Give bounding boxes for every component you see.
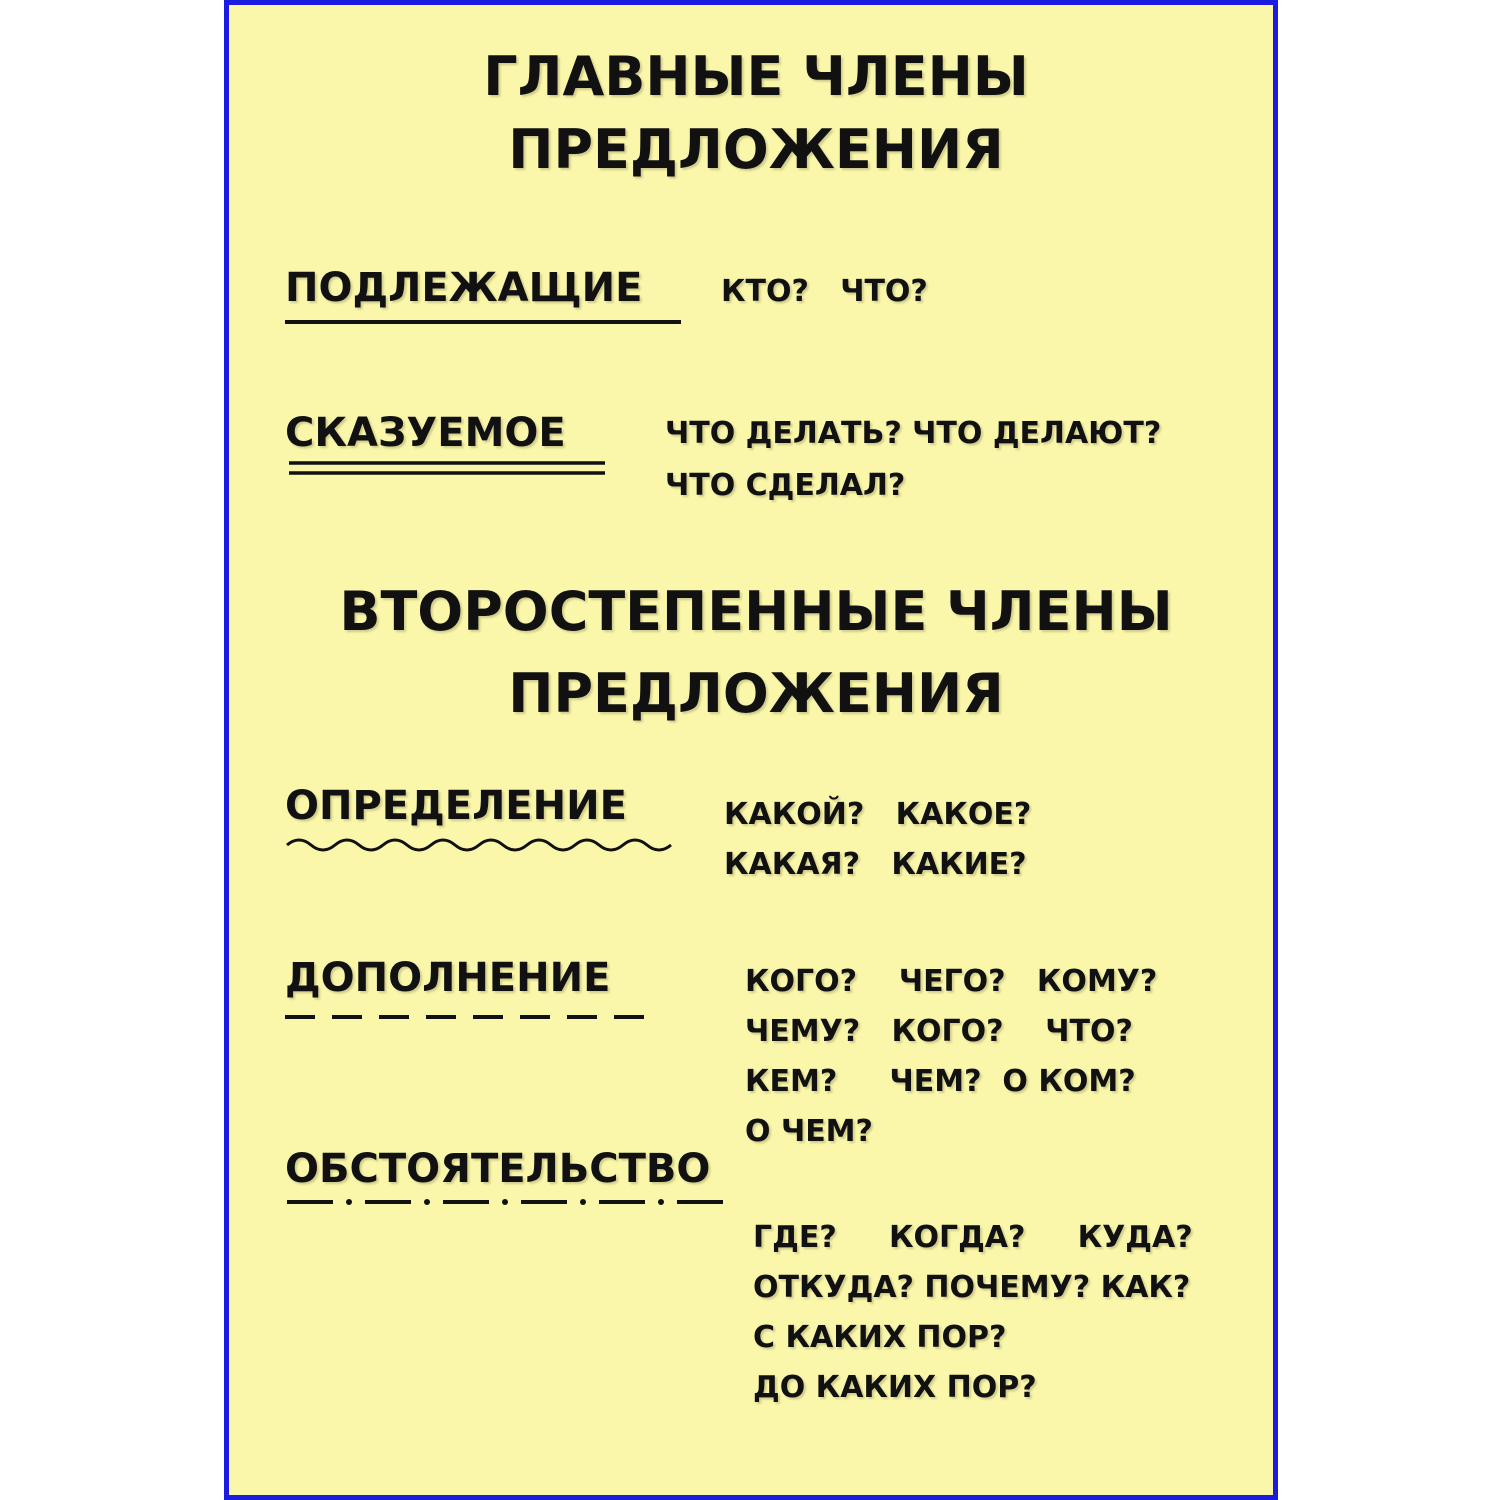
adverbial-question-3: С КАКИХ ПОР? xyxy=(753,1320,1007,1355)
predicate-question-1: ЧТО ДЕЛАТЬ? ЧТО ДЕЛАЮТ? xyxy=(665,416,1162,451)
main-heading-line1: ГЛАВНЫЕ ЧЛЕНЫ xyxy=(483,45,1029,108)
object-question-3: КЕМ? ЧЕМ? О КОМ? xyxy=(745,1064,1136,1099)
wavy-underline-mark xyxy=(287,833,687,857)
object-question-2: ЧЕМУ? КОГО? ЧТО? xyxy=(745,1014,1133,1049)
dash-dot-underline-mark xyxy=(287,1195,737,1209)
attribute-question-1: КАКОЙ? КАКОЕ? xyxy=(724,797,1032,832)
subject-term: ПОДЛЕЖАЩИЕ xyxy=(285,265,643,311)
attribute-question-2: КАКАЯ? КАКИЕ? xyxy=(724,847,1027,882)
adverbial-question-2: ОТКУДА? ПОЧЕМУ? КАК? xyxy=(753,1270,1191,1305)
predicate-term: СКАЗУЕМОЕ xyxy=(285,410,566,456)
adverbial-term: ОБСТОЯТЕЛЬСТВО xyxy=(285,1146,711,1192)
object-question-4: О ЧЕМ? xyxy=(745,1114,873,1149)
object-term: ДОПОЛНЕНИЕ xyxy=(285,955,611,1001)
attribute-term: ОПРЕДЕЛЕНИЕ xyxy=(285,783,627,829)
secondary-heading-line2: ПРЕДЛОЖЕНИЯ xyxy=(508,662,1004,725)
main-heading-line2: ПРЕДЛОЖЕНИЯ xyxy=(508,118,1004,181)
adverbial-question-1: ГДЕ? КОГДА? КУДА? xyxy=(753,1220,1193,1255)
single-underline-mark xyxy=(285,315,685,329)
object-question-1: КОГО? ЧЕГО? КОМУ? xyxy=(745,964,1158,999)
secondary-heading-line1: ВТОРОСТЕПЕННЫЕ ЧЛЕНЫ xyxy=(339,580,1173,643)
adverbial-question-4: ДО КАКИХ ПОР? xyxy=(753,1370,1037,1405)
dashed-underline-mark xyxy=(285,1011,665,1023)
subject-question: КТО? ЧТО? xyxy=(721,274,928,309)
poster xyxy=(224,0,1278,1500)
predicate-question-2: ЧТО СДЕЛАЛ? xyxy=(665,468,906,503)
double-underline-mark xyxy=(289,457,609,481)
